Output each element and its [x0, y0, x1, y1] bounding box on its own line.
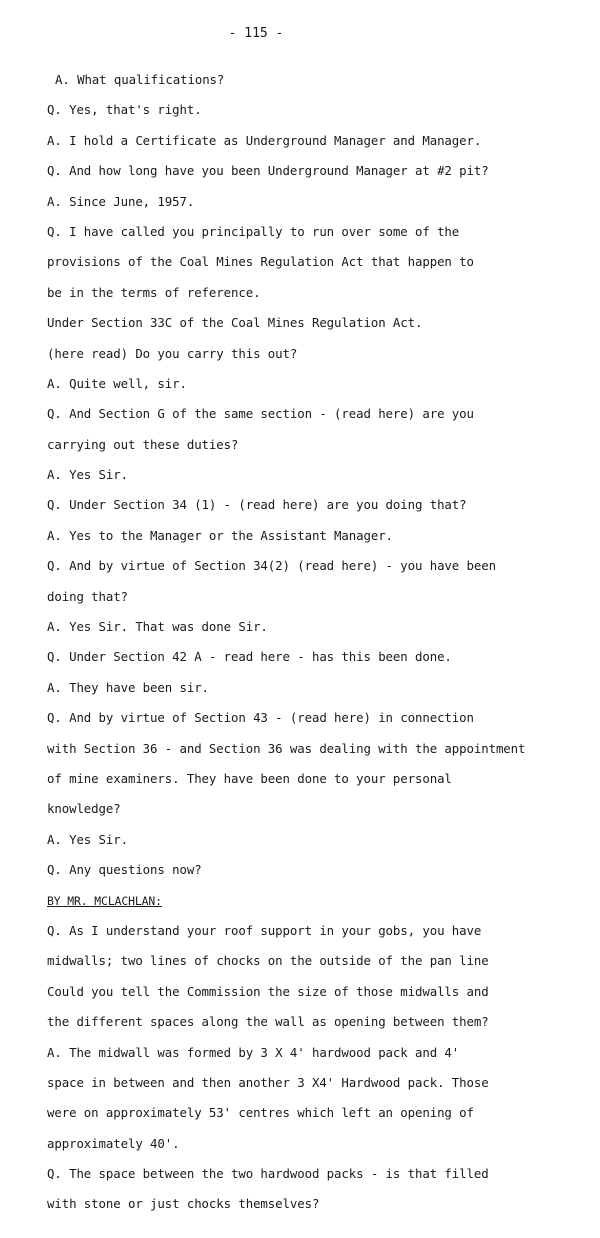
- transcript-line: A. The midwall was formed by 3 X 4' hardwood pack and 4': [47, 1044, 460, 1060]
- transcript-line: Q. Yes, that's right.: [47, 102, 202, 118]
- transcript-body: [47, 70, 592, 1225]
- transcript-line: the different spaces along the wall as opening between them?: [47, 1014, 489, 1030]
- transcript-line: (here read) Do you carry this out?: [47, 345, 298, 361]
- transcript-line: Q. And by virtue of Section 34(2) (read here) - you have been: [47, 558, 496, 574]
- transcript-line: Q. Any questions now?: [47, 862, 202, 878]
- page-number: - 115 -: [228, 26, 284, 41]
- transcript-line: with stone or just chocks themselves?: [47, 1196, 320, 1212]
- section-heading: BY MR. MCLACHLAN:: [47, 893, 162, 908]
- transcript-line: with Section 36 - and Section 36 was dealing with the appointment: [47, 740, 526, 756]
- transcript-line: carrying out these duties?: [47, 436, 239, 452]
- transcript-line: A. They have been sir.: [47, 679, 209, 695]
- transcript-line: A. What qualifications?: [55, 72, 225, 87]
- transcript-line: were on approximately 53' centres which left an opening of: [47, 1105, 474, 1121]
- transcript-line: space in between and then another 3 X4' Hardwood pack. Those: [47, 1074, 489, 1090]
- transcript-line: Q. The space between the two hardwood packs - is that filled: [47, 1166, 489, 1182]
- transcript-line: approximately 40'.: [47, 1135, 180, 1151]
- transcript-line: provisions of the Coal Mines Regulation Act that happen to: [47, 254, 474, 270]
- transcript-line: knowledge?: [47, 801, 121, 817]
- transcript-line: A. Since June, 1957.: [47, 193, 195, 209]
- transcript-line: [47, 891, 592, 921]
- transcript-line: A. I hold a Certificate as Underground Manager and Manager.: [47, 132, 482, 148]
- transcript-line: A. Yes to the Manager or the Assistant Manager.: [47, 527, 393, 543]
- transcript-line: midwalls; two lines of chocks on the outside of the pan line: [47, 953, 489, 969]
- transcript-line: doing that?: [47, 588, 128, 604]
- transcript-line: Q. And how long have you been Underground Manager at #2 pit?: [47, 163, 489, 179]
- transcript-line: Q. And by virtue of Section 43 - (read here) in connection: [47, 710, 474, 726]
- transcript-line: Q. Under Section 42 A - read here - has this been done.: [47, 649, 452, 665]
- transcript-line: be in the terms of reference.: [47, 284, 261, 300]
- transcript-line: Q. I have called you principally to run over some of the: [47, 223, 460, 239]
- transcript-line: A. Yes Sir. That was done Sir.: [47, 619, 268, 635]
- transcript-line: of mine examiners. They have been done to your personal: [47, 770, 452, 786]
- transcript-line: Could you tell the Commission the size of those midwalls and: [47, 983, 489, 999]
- transcript-line: Under Section 33C of the Coal Mines Regulation Act.: [47, 315, 423, 331]
- transcript-line: Q. As I understand your roof support in your gobs, you have: [47, 922, 482, 938]
- transcript-line: A. Quite well, sir.: [47, 375, 187, 391]
- transcript-line: Q. And Section G of the same section - (read here) are you: [47, 406, 474, 422]
- transcript-line: A. Yes Sir.: [47, 831, 128, 847]
- transcript-line: Q. Under Section 34 (1) - (read here) are you doing that?: [47, 497, 467, 513]
- transcript-line: A. Yes Sir.: [47, 467, 128, 483]
